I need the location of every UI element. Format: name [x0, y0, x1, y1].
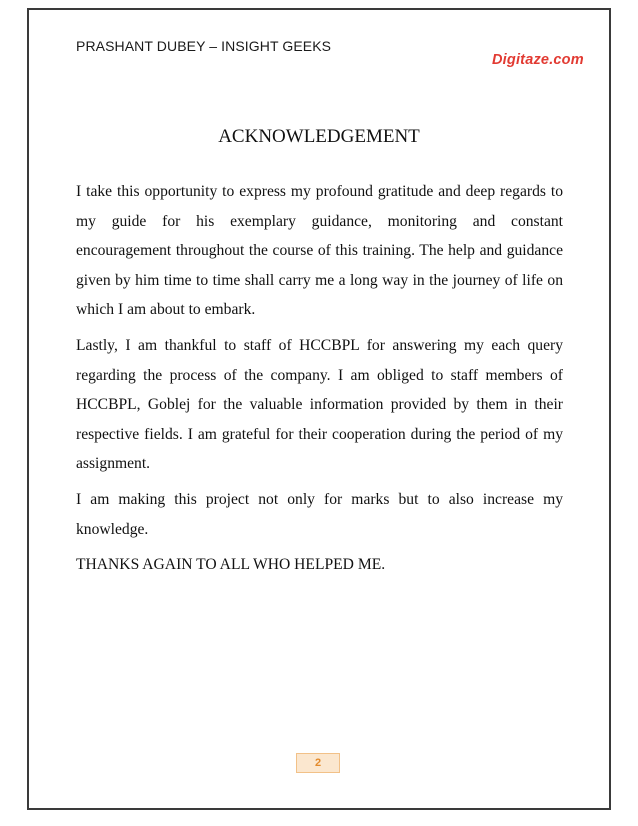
header-author-line: PRASHANT DUBEY – INSIGHT GEEKS — [76, 38, 332, 54]
paragraph-gratitude: I take this opportunity to express my profound gratitude and deep regards to my guide for his exemplary guidance, monitoring and constant encouragement throughout the course of this training. The help and guidance given by him time to time shall carry me a long way in the journey of life on which I am about to embark. — [76, 183, 563, 319]
page-number: 2 — [296, 753, 340, 773]
watermark-logo: Digitaze.com — [492, 52, 584, 68]
document-body — [76, 177, 563, 586]
paragraph-closing: THANKS AGAIN TO ALL WHO HELPED ME. — [76, 556, 386, 574]
page-title: ACKNOWLEDGEMENT — [218, 126, 420, 147]
paragraph-purpose: I am making this project not only for marks but to also increase my knowledge. — [76, 490, 563, 538]
paragraph-staff-thanks: Lastly, I am thankful to staff of HCCBPL for answering my each query regarding the process of the company. I am obliged to staff members of HCCBPL, Goblej for the valuable information provided by them in their respective fields. I am grateful for their cooperation during the period of my assignment. — [76, 336, 563, 473]
